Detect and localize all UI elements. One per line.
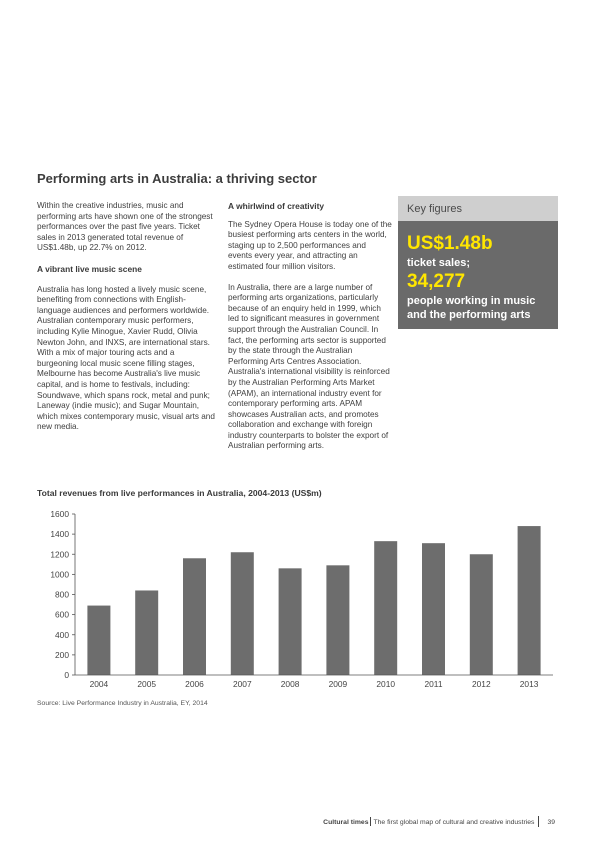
revenue-bar-chart: [0, 500, 600, 695]
y-tick-label: 200: [55, 649, 69, 660]
x-tick-label: 2012: [471, 679, 491, 689]
x-tick-label: 2005: [137, 679, 157, 689]
bar-2013: [518, 526, 541, 675]
bar-2004: [87, 606, 110, 675]
footer-divider-2: [538, 816, 539, 827]
y-tick-label: 0: [64, 670, 69, 680]
workers-value: 34,277: [407, 271, 466, 292]
x-tick-label: 2007: [232, 679, 252, 689]
organizations-paragraph: In Australia, there are a large number of performing arts organizations, particularly because of an enquiry held in 1999, which led to significant measures in government support through the Australian Council. In fact, the performing arts sector is supported by the state through the Australian Performing Arts Centres Association. Australia's international visibility is reinforced by the Australian Performing Arts Market (APAM), an international industry event for contemporary performing arts. APAM showcases Australian acts, and promotes collaboration and exchange with foreign industry counterparts to bolster the export of Australian performing arts.: [228, 282, 390, 451]
x-tick-label: 2010: [376, 679, 396, 689]
bar-2008: [279, 568, 302, 675]
x-tick-label: 2008: [280, 679, 300, 689]
opera-house-paragraph: The Sydney Opera House is today one of the busiest performing arts centers in the world, staging up to 2,500 performances and events every year, and attracting an estimated four million visitors.: [228, 219, 392, 271]
heading-live-music: A vibrant live music scene: [37, 263, 142, 274]
page-footer: [323, 816, 555, 827]
y-tick-label: 1600: [50, 509, 69, 519]
workers-label: people working in music and the performing arts: [407, 295, 536, 321]
bar-2009: [326, 565, 349, 675]
section-title: Performing arts in Australia: a thriving sector: [37, 171, 317, 186]
y-tick-label: 600: [55, 609, 69, 620]
bar-2011: [422, 543, 445, 675]
bar-2005: [135, 590, 158, 675]
live-music-paragraph: Australia has long hosted a lively music scene, benefiting from connections with English-language audiences and performers worldwide. Australian contemporary music performers, including Kylie Minogue, Xavier Rudd, Olivia Newton John, and INXS, are international stars. With a mix of major touring acts and a burgeoning local music scene filling stages, Melbourne has become Australia's live music capital, and is home to festivals, including: Soundwave, which spans rock, metal and punk; Laneway (indie music); and Sugar Mountain, which mixes contemporary music, visual arts and new media.: [37, 284, 215, 432]
page-number: 39: [547, 819, 555, 826]
intro-paragraph: Within the creative industries, music and performing arts have shown one of the strongest performances over the past five years. Ticket sales in 2013 generated total revenue of US$1.48b, up 22.7% on 2012.: [37, 201, 213, 253]
x-tick-label: 2004: [89, 679, 109, 689]
source-note: Source: Live Performance Industry in Australia, EY, 2014: [37, 700, 208, 707]
y-tick-label: 1000: [50, 569, 69, 580]
y-tick-label: 400: [55, 629, 69, 640]
column-middle: [228, 201, 392, 452]
x-tick-label: 2009: [328, 679, 348, 689]
y-tick-label: 1400: [50, 529, 69, 540]
heading-whirlwind: A whirlwind of creativity: [228, 201, 325, 211]
footer-title: Cultural times: [323, 819, 369, 826]
key-figures-box: [398, 196, 558, 329]
ticket-sales-value: US$1.48b: [407, 233, 493, 254]
footer-subtitle: The first global map of cultural and creative industries: [373, 819, 535, 826]
bar-2007: [231, 552, 254, 675]
footer-divider: [370, 817, 371, 826]
key-figures-title: Key figures: [407, 203, 463, 215]
bar-2012: [470, 554, 493, 675]
y-tick-label: 800: [55, 589, 69, 600]
column-left: [37, 201, 217, 433]
bar-2006: [183, 558, 206, 675]
x-tick-label: 2011: [424, 679, 443, 689]
x-tick-label: 2013: [519, 679, 539, 689]
bar-2010: [374, 541, 397, 675]
y-tick-label: 1200: [50, 549, 69, 560]
chart-title: Total revenues from live performances in Australia, 2004-2013 (US$m): [37, 488, 322, 498]
x-tick-label: 2006: [185, 679, 204, 689]
ticket-sales-label: ticket sales;: [407, 257, 470, 269]
key-figures-header: [398, 196, 558, 221]
